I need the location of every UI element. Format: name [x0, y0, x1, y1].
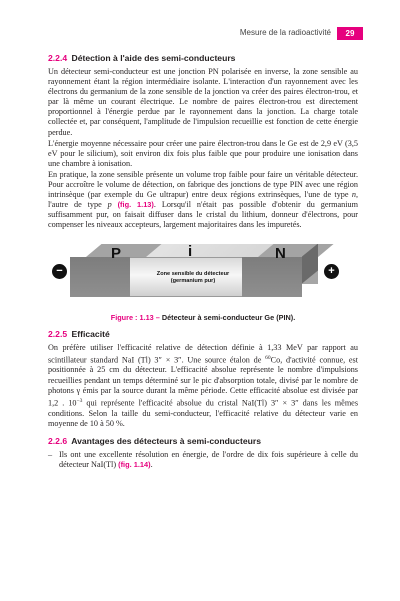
p-label: P: [111, 244, 122, 262]
section-number: 2.2.5: [48, 328, 68, 339]
list-item: – Ils ont une excellente résolution en énergie, de l'ordre de dix fois supérieure à celle du détecteur NaI(Tl) (fig. 1.14).: [48, 449, 358, 469]
section-number: 2.2.4: [48, 53, 68, 63]
figure-caption: [48, 313, 358, 322]
sensitive-zone-label: Zone sensible du détecteur (germanium pur): [156, 270, 230, 284]
paragraph: En pratique, la zone sensible présente un volume trop faible pour faire un véritable détecteur. Pour accroître le volume de détection, on fabrique des jonctions de type PIN avec une région intrinsèque (par exemple du Ge ultrapur) entre deux régions extrinsèques, l'une de type n, l'autre de type p (fig. 1.13). Lorsqu'il n'était pas possible d'obtenir du germanium suffisamment pur, on faisait diffuser dans le cristal du lithium, donneur d'électrons, pour compenser les niveaux accepteurs, largement majoritaires dans les impuretés.: [48, 169, 359, 230]
advantages-list: [48, 450, 358, 470]
minus-terminal-icon: −: [52, 264, 67, 279]
figure-caption-text: Détecteur à semi-conducteur Ge (PIN).: [161, 312, 296, 322]
figure-reference-link[interactable]: (fig. 1.14): [118, 459, 151, 469]
n-region-block: [242, 257, 302, 297]
bullet-dash: –: [48, 449, 53, 459]
plus-terminal-icon: +: [324, 264, 339, 279]
section-title: Efficacité: [71, 328, 110, 339]
paragraph: Un détecteur semi-conducteur est une jonction PN polarisée en inverse, la zone sensible au rayonnement étant la région intermédiaire isolante. L'interaction d'un rayonnement avec les électrons du germanium de la zone sensible de la jonction va créer des paires électron-trou, et par là même un courant électrique. Le nombre de paires électron-trou est directement proportionnel à l'énergie perdue par le rayonnement dans la jonction. La charge totale collectée et, par conséquent, l'amplitude de l'impulsion recueillie est fonction de cette énergie perdue.: [48, 67, 358, 137]
i-label: i: [188, 242, 193, 260]
section-title: Avantages des détecteurs à semi-conducteurs: [71, 435, 261, 446]
paragraph: L'énergie moyenne nécessaire pour créer une paire électron-trou dans le Ge est de 2,9 eV (3,5 eV pour le silicium), soit environ dix fois plus faible que pour produire une ionisation dans une chambre à ionisation.: [48, 138, 358, 168]
p-region-block: [70, 257, 130, 297]
page-content: [48, 53, 358, 470]
running-header: [0, 27, 400, 41]
figure-reference-link[interactable]: (fig. 1.13): [117, 200, 154, 210]
pin-detector-figure: [48, 240, 358, 310]
section-heading-2-2-6: [48, 436, 358, 447]
section-title: Détection à l'aide des semi-conducteurs: [71, 53, 236, 63]
figure-caption-label: Figure : 1.13 –: [110, 312, 160, 322]
running-title: Mesure de la radioactivité: [239, 28, 331, 37]
paragraph: On préfère utiliser l'efficacité relative de détection définie à 1,33 MeV par rapport au scintillateur standard NaI (Tl) 3″ × 3″. Une source étalon de $^{60}$Co, d'activité connue, est positionnée à 25 cm du détecteur. L'efficacité absolue représente le nombre d'impulsions recueillies pendant un temps déterminé sur le pic d'absorption totale, divisé par le nombre de photons γ émis par la source durant la même période. Cette efficacité absolue est divisée par 1,2 . $10^{-3}$ qui représente l'efficacité absolue du cristal NaI(Tl) 3″ × 3″ dans les mêmes conditions. Selon la taille du semi-conducteur, l'efficacité relative du détecteur varie en moyenne de 10 à 50 %.: [48, 342, 359, 428]
page-number-badge: 29: [337, 27, 363, 40]
section-heading-2-2-5: [48, 329, 358, 340]
section-heading-2-2-4: [48, 53, 358, 64]
section-number: 2.2.6: [48, 435, 68, 446]
n-label: N: [275, 244, 286, 262]
